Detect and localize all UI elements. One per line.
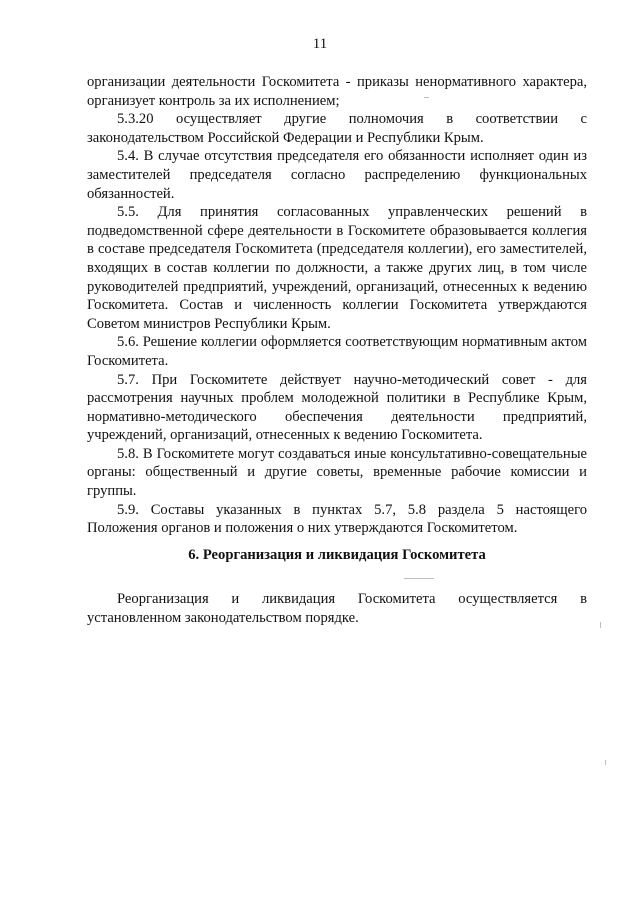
page-number: 11: [312, 36, 328, 52]
paragraph-5-4: 5.4. В случае отсутствия председателя его обязанности исполняет один из заместителей председателя согласно распределению функциональных обязанностей.: [87, 148, 587, 202]
paragraph-5-9: 5.9. Составы указанных в пунктах 5.7, 5.8 раздела 5 настоящего Положения органов и положения о них утверждаются Госкомитетом.: [87, 501, 587, 537]
scan-speck: [605, 760, 606, 765]
section-6-body: [87, 590, 587, 627]
section-6-heading: 6. Реорганизация и ликвидация Госкомитета: [188, 547, 486, 563]
section-5-body: [87, 73, 587, 538]
scan-speck: [404, 578, 434, 579]
scan-speck: [424, 97, 429, 98]
paragraph-6-text: Реорганизация и ликвидация Госкомитета осуществляется в установленном законодательством порядке.: [87, 591, 587, 626]
paragraph-5-7: 5.7. При Госкомитете действует научно-методический совет - для рассмотрения научных проблем молодежной политики в Республике Крым, нормативно-методического обеспечения деятельности предприятий, учреждений, организаций, отнесенных к ведению Госкомитета.: [87, 371, 587, 444]
scan-speck: [600, 622, 601, 628]
paragraph-5-8: 5.8. В Госкомитете могут создаваться иные консультативно-совещательные органы: общественный и другие советы, временные рабочие комиссии и группы.: [87, 445, 587, 500]
paragraph-5-3-19-continuation: организации деятельности Госкомитета - приказы ненормативного характера, организует контроль за их исполнением;: [87, 74, 587, 109]
paragraph-5-5: 5.5. Для принятия согласованных управленческих решений в подведомственной сфере деятельности в Госкомитете образовывается коллегия в составе председателя Госкомитета (председателя коллегии), его заместителей, входящих в состав коллегии по должности, а также других лиц, в том числе руководителей предприятий, учреждений, организаций, отнесенных к ведению Госкомитета. Состав и численность коллегии Госкомитета утверждаются Советом министров Республики Крым.: [87, 204, 587, 332]
paragraph-5-6: 5.6. Решение коллегии оформляется соответствующим нормативным актом Госкомитета.: [87, 334, 587, 369]
paragraph-5-3-20: 5.3.20 осуществляет другие полномочия в соответствии с законодательством Российской Федерации и Республики Крым.: [87, 111, 587, 146]
